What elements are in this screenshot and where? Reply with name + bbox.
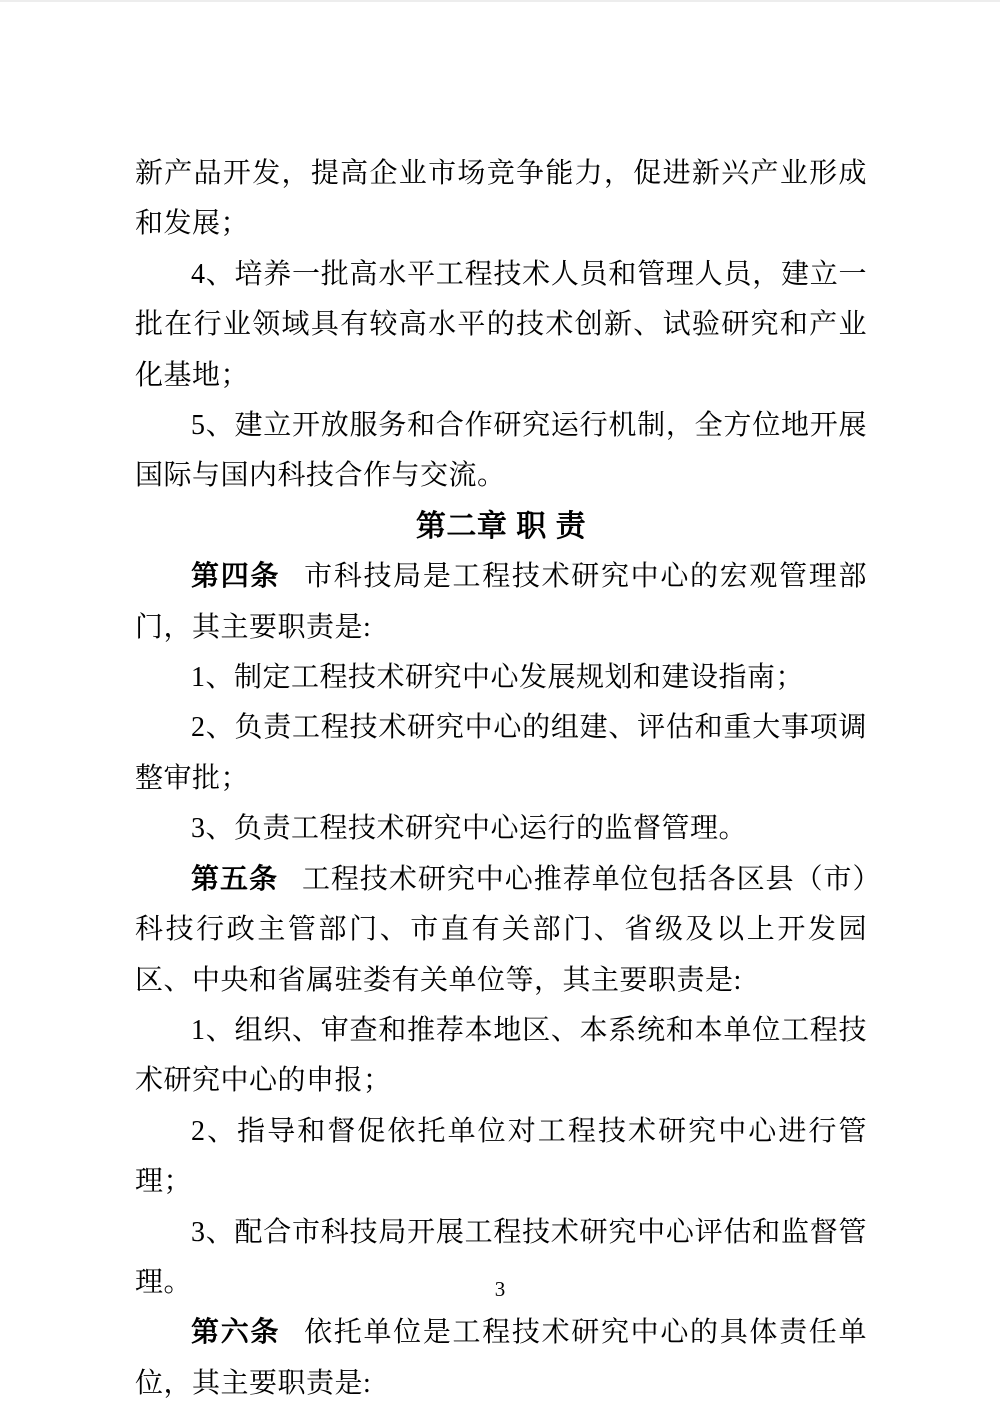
article-number: 第五条 xyxy=(191,863,278,895)
body-paragraph: 5、建立开放服务和合作研究运行机制，全方位地开展国际与国内科技合作与交流。 xyxy=(135,410,867,492)
article-paragraph xyxy=(135,1308,867,1409)
article-paragraph xyxy=(135,552,867,653)
article-text: 工程技术研究中心推荐单位包括各区县（市）科技行政主管部门、市直有关部门、省级及以上开发园区、中央和省属驻娄有关单位等，其主要职责是: xyxy=(135,863,867,996)
document-body xyxy=(135,149,867,1409)
article-text: 依托单位是工程技术研究中心的具体责任单位，其主要职责是: xyxy=(135,1317,867,1399)
body-paragraph: 2、负责工程技术研究中心的组建、评估和重大事项调整审批； xyxy=(135,712,867,794)
article-number: 第六条 xyxy=(191,1317,281,1349)
body-paragraph: 3、配合市科技局开展工程技术研究中心评估和监督管理。 xyxy=(135,1216,867,1298)
body-paragraph: 4、培养一批高水平工程技术人员和管理人员，建立一批在行业领域具有较高水平的技术创新、试验研究和产业化基地； xyxy=(135,258,867,391)
page-top-edge xyxy=(0,0,1000,2)
article-text: 市科技局是工程技术研究中心的宏观管理部门，其主要职责是: xyxy=(135,561,867,643)
body-paragraph: 1、组织、审查和推荐本地区、本系统和本单位工程技术研究中心的申报； xyxy=(135,1014,867,1097)
article-number: 第四条 xyxy=(191,561,281,593)
body-paragraph: 2、指导和督促依托单位对工程技术研究中心进行管理； xyxy=(135,1115,867,1198)
body-paragraph: 3、负责工程技术研究中心运行的监督管理。 xyxy=(191,813,748,845)
body-paragraph: 新产品开发，提高企业市场竞争能力，促进新兴产业形成和发展； xyxy=(135,158,867,240)
page-number: 3 xyxy=(494,1277,506,1301)
article-paragraph xyxy=(135,855,867,1006)
body-paragraph: 1、制定工程技术研究中心发展规划和建设指南； xyxy=(191,662,805,694)
chapter-heading: 第二章 职 责 xyxy=(415,509,587,543)
